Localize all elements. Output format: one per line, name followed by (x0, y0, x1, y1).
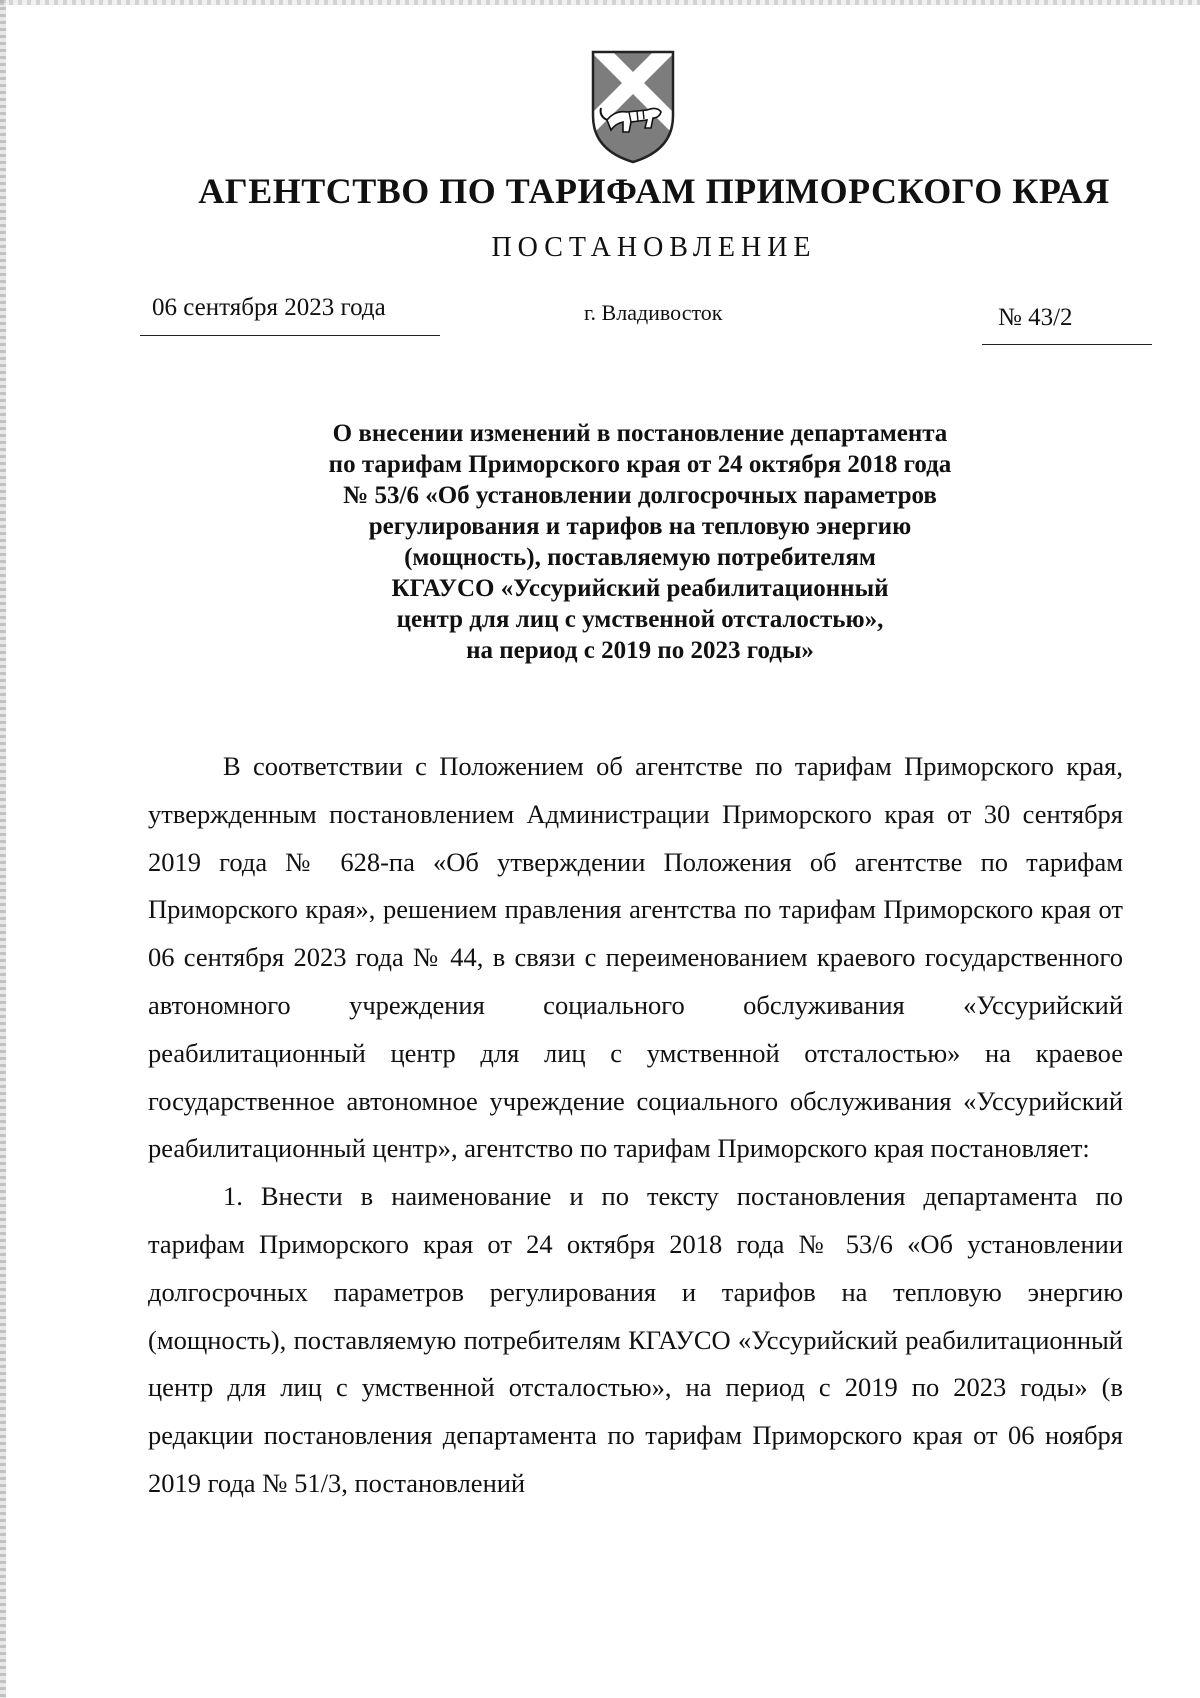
coat-of-arms-icon (585, 46, 681, 166)
subject-line: по тарифам Приморского края от 24 октября 2018 года (328, 451, 952, 478)
agency-title: АГЕНТСТВО ПО ТАРИФАМ ПРИМОРСКОГО КРАЯ (198, 171, 1110, 211)
scan-edge-top (0, 0, 1200, 5)
document-type: ПОСТАНОВЛЕНИЕ (491, 232, 817, 263)
document-date: 06 сентября 2023 года (152, 294, 386, 321)
subject-line: (мощность), поставляемую потребителям (404, 544, 876, 571)
body-paragraph-preamble: В соответствии с Положением об агентстве по тарифам Приморского края, утвержденным постановлением Администрации Приморского края от 30 сентября 2019 года № 628-па «Об утверждении Положения об агентстве по тарифам Приморского края», решением правления агентства по тарифам Приморского края от 06 сентября 2023 года № 44, в связи с переименованием краевого государственного автономного учреждения социального обслуживания «Уссурийский реабилитационный центр для лиц с умственной отсталостью» на краевое государственное автономное учреждение социального обслуживания «Уссурийский реабилитационный центр», агентство по тарифам Приморского края постановляет: (148, 751, 1123, 1164)
subject-line: регулирования и тарифов на тепловую энергию (368, 513, 912, 540)
subject-line: КГАУСО «Уссурийский реабилитационный (391, 575, 889, 602)
subject-line: на период с 2019 по 2023 годы» (466, 637, 814, 664)
body-paragraph-item-1: 1. Внести в наименование и по тексту постановления департамента по тарифам Приморского края от 24 октября 2018 года № 53/6 «Об установлении долгосрочных параметров регулирования и тарифов на тепловую энергию (мощность), поставляемую потребителям КГАУСО «Уссурийский реабилитационный центр для лиц с умственной отсталостью», на период с 2019 по 2023 годы» (в редакции постановления департамента по тарифам Приморского края от 06 ноября 2019 года № 51/3, постановлений (148, 1181, 1123, 1498)
subject-line: № 53/6 «Об установлении долгосрочных параметров (343, 482, 937, 509)
document-body (148, 743, 1123, 1508)
number-underline (982, 344, 1152, 345)
document-city: г. Владивосток (584, 300, 723, 325)
subject-line: центр для лиц с умственной отсталостью», (396, 606, 884, 633)
date-underline (140, 335, 440, 336)
subject-line: О внесении изменений в постановление департамента (332, 420, 948, 447)
document-subject (200, 418, 1080, 666)
document-number: № 43/2 (998, 304, 1073, 331)
